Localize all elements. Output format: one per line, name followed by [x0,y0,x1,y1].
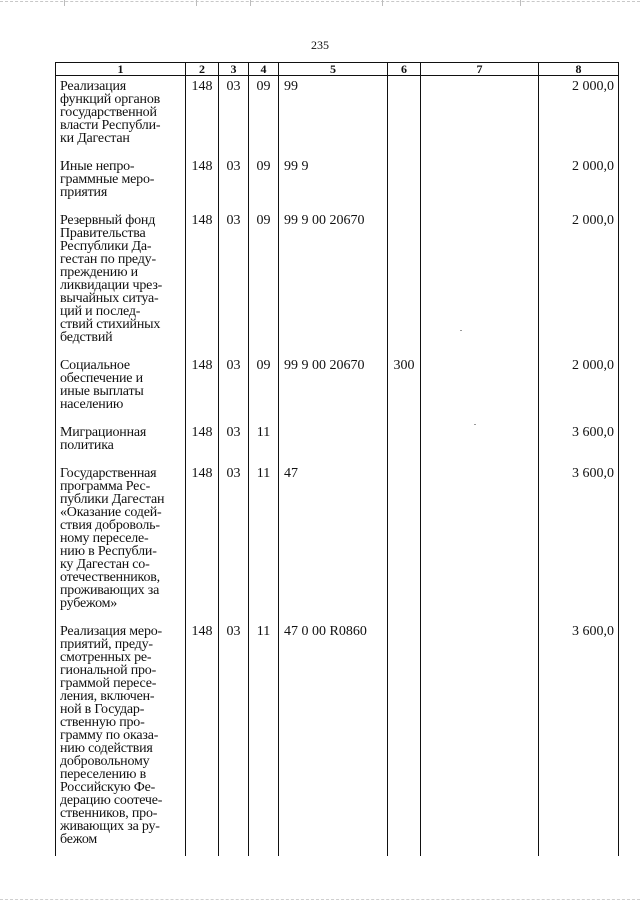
cell-amount: 2 000,0 [539,156,619,210]
column-header: 5 [279,63,388,76]
cell-section: 03 [219,210,249,355]
row-name: Государственная программа Рес- публики Дагестан «Оказание содей- ствия доброволь- ному переселе- нию в Республи- ку Дагестан со- отечественников, проживающих за рубежом» [56,463,186,621]
cell-subsection: 09 [249,76,279,157]
cell-amount: 3 600,0 [539,422,619,463]
cell-target-article: 99 9 [279,156,388,210]
cell-subsection: 11 [249,422,279,463]
cell-col7 [421,210,539,355]
cell-target-article [279,422,388,463]
cell-amount: 2 000,0 [539,76,619,157]
cell-section: 03 [219,621,249,856]
table-header-row [56,63,619,76]
cell-section: 03 [219,422,249,463]
cell-section: 03 [219,355,249,422]
cell-ministry: 148 [186,210,219,355]
cell-section: 03 [219,156,249,210]
row-name: Реализация меро- приятий, преду- смотренных ре- гиональной про- граммой пересе- ления, включен- ной в Государ- ственную про- грамму по оказа- нию содействия добровольному переселению в Российскую Фе- дерацию соотече- ственников, про- живающих за ру- бежом [56,621,186,856]
cell-amount: 3 600,0 [539,463,619,621]
cell-subsection: 09 [249,355,279,422]
column-header: 2 [186,63,219,76]
cell-target-article: 99 [279,76,388,157]
cell-target-article: 99 9 00 20670 [279,355,388,422]
column-header: 1 [56,63,186,76]
scan-tick [520,0,521,6]
page-number: 235 [311,38,329,52]
cell-ministry: 148 [186,156,219,210]
cell-expense-type [388,210,421,355]
cell-ministry: 148 [186,463,219,621]
cell-amount: 3 600,0 [539,621,619,856]
cell-amount: 2 000,0 [539,355,619,422]
row-name: Резервный фонд Правительства Республики Да- гестан по преду- преждению и ликвидации чрез- вычайных ситуа- ций и послед- ствий стихийных бедствий [56,210,186,355]
row-name: Иные непро- граммные меро- приятия [56,156,186,210]
cell-col7 [421,156,539,210]
table-row [56,210,619,355]
cell-col7 [421,355,539,422]
scan-top-edge [0,1,640,3]
column-header: 6 [388,63,421,76]
cell-col7 [421,422,539,463]
cell-subsection: 09 [249,156,279,210]
scan-bottom-edge [0,899,640,901]
cell-subsection: 11 [249,621,279,856]
column-header: 3 [219,63,249,76]
table-row [56,621,619,856]
scan-speck [474,424,476,425]
cell-expense-type [388,422,421,463]
cell-col7 [421,621,539,856]
table-row [56,463,619,621]
cell-expense-type: 300 [388,355,421,422]
cell-ministry: 148 [186,621,219,856]
row-name: Реализация функций органов государственной власти Республи- ки Дагестан [56,76,186,157]
cell-section: 03 [219,463,249,621]
cell-amount: 2 000,0 [539,210,619,355]
cell-expense-type [388,621,421,856]
cell-expense-type [388,76,421,157]
cell-target-article: 47 [279,463,388,621]
cell-expense-type [388,156,421,210]
row-name: Социальное обеспечение и иные выплаты населению [56,355,186,422]
scan-tick [382,0,383,6]
cell-expense-type [388,463,421,621]
scan-speck [460,330,462,331]
scan-tick [250,0,251,6]
cell-ministry: 148 [186,422,219,463]
cell-ministry: 148 [186,355,219,422]
table-row [56,76,619,157]
table-row [56,355,619,422]
cell-col7 [421,76,539,157]
cell-section: 03 [219,76,249,157]
cell-col7 [421,463,539,621]
budget-table [55,62,619,856]
cell-target-article: 99 9 00 20670 [279,210,388,355]
column-header: 8 [539,63,619,76]
column-header: 4 [249,63,279,76]
scan-tick [196,0,197,6]
scan-tick [64,0,65,6]
column-header: 7 [421,63,539,76]
table-row [56,422,619,463]
cell-ministry: 148 [186,76,219,157]
cell-subsection: 11 [249,463,279,621]
cell-subsection: 09 [249,210,279,355]
row-name: Миграционная политика [56,422,186,463]
table-row [56,156,619,210]
cell-target-article: 47 0 00 R0860 [279,621,388,856]
